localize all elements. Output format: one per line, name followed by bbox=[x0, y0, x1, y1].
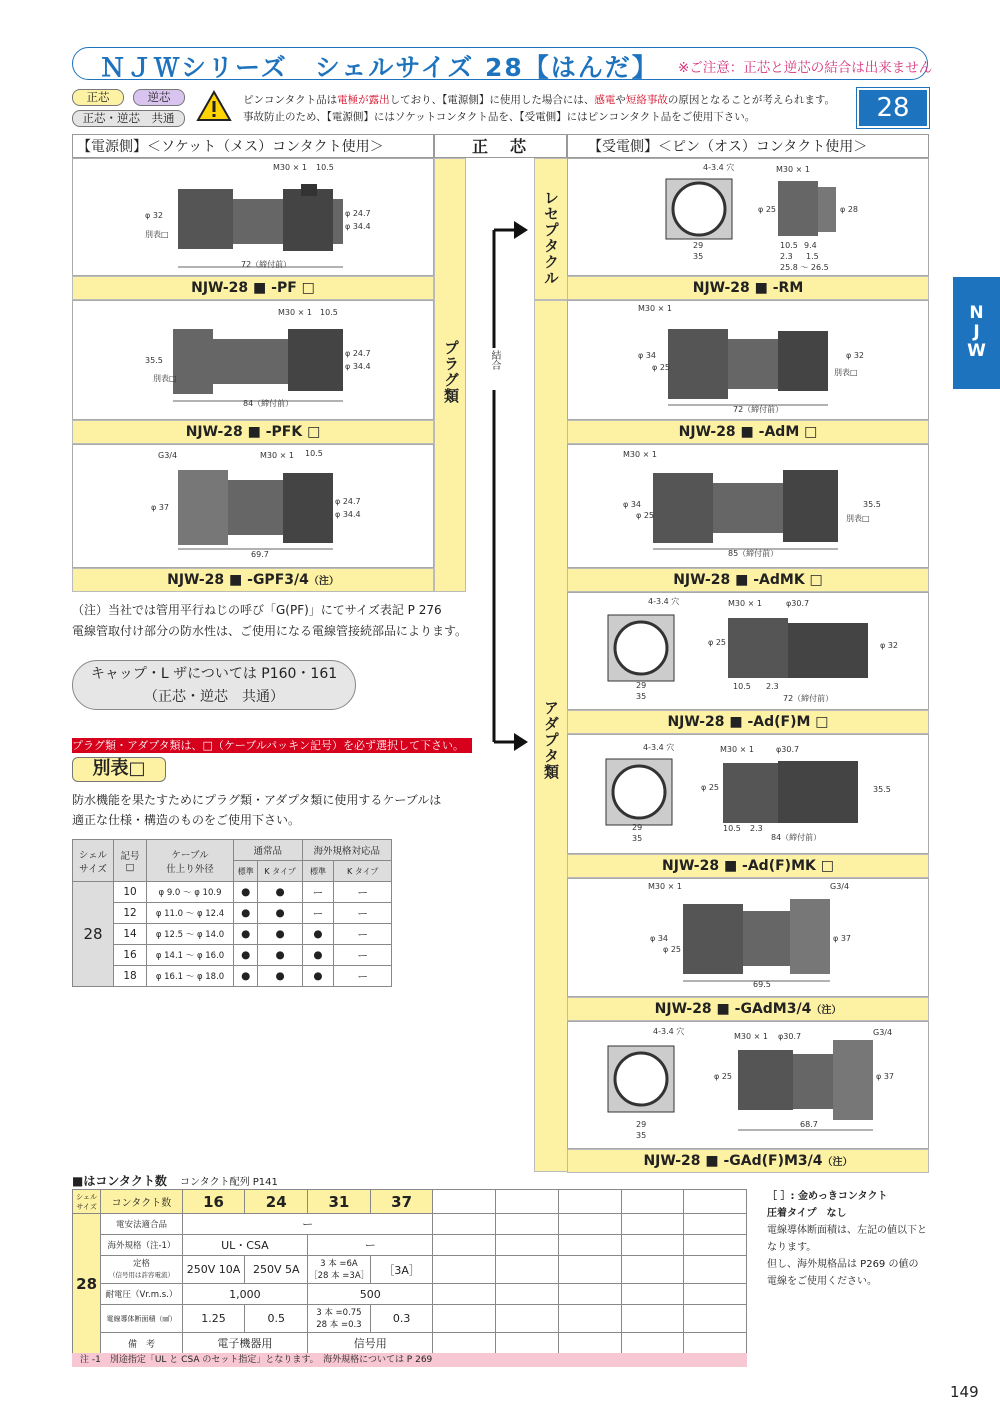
shell-size-badge: 28 bbox=[857, 88, 929, 128]
series-side-tab: N J W bbox=[953, 277, 1000, 389]
adfm-dim-25: φ 25 bbox=[708, 638, 726, 647]
contact-side-notes: ［ ］: 金めっきコンタクト 圧着タイプ なし 電線導体断面積は、左記の値以下と なります。 但し、海外規格品は P269 の値の 電線をご使用ください。 bbox=[767, 1191, 927, 1287]
adfmk-dim-10-5: 10.5 bbox=[723, 824, 741, 833]
warning-text: ピンコンタクト品は電極が露出しており、【電源側】に使用した場合には、感電や短絡事故の原因となることが考えられます。 事故防止のため、【電源側】にはソケットコンタクト品を、【受電側】にはピンコンタクト品をご使用下さい。 bbox=[243, 94, 836, 123]
rm-drawing bbox=[568, 159, 928, 275]
spec-remarks-signal: 信号用 bbox=[308, 1333, 433, 1354]
cable-mark: ● bbox=[258, 882, 302, 903]
adfm-dim-30-7: φ30.7 bbox=[786, 599, 810, 608]
product-drawing-admk bbox=[567, 444, 929, 568]
cable-hdr-overseas: 海外規格対応品 bbox=[302, 840, 391, 861]
product-drawing-gadfm bbox=[567, 1021, 929, 1149]
spec-rating-37: ［3A］ bbox=[370, 1256, 433, 1284]
rm-dim-35: 35 bbox=[693, 252, 704, 261]
admk-dim-thread: M30 × 1 bbox=[623, 450, 657, 459]
cable-mark: ● bbox=[258, 966, 302, 987]
gadfm-dim-30-7: φ30.7 bbox=[778, 1032, 802, 1041]
overseas-footnote: 注 -1 別途指定「UL と CSA のセット指定」となります。 海外規格については P 269 bbox=[72, 1353, 747, 1367]
adm-drawing bbox=[568, 301, 928, 419]
product-label-gadm: NJW-28 ■ -GAdM3/4（注） bbox=[567, 997, 929, 1021]
cable-hdr-code: 記号 □ bbox=[114, 840, 147, 882]
adapter-category-label: アダプタ類 bbox=[542, 700, 560, 780]
note-thread-size: （注）当社では管用平行ねじの呼び「G(PF)」にてサイズ表記 P 276 bbox=[72, 603, 442, 617]
spec-voltage-signal: 500 bbox=[308, 1284, 433, 1305]
pfk-dim-24-7: φ 24.7 bbox=[345, 349, 371, 358]
page-number: 149 bbox=[950, 1383, 979, 1401]
pfk-dim-betsuhyo: 別表□ bbox=[153, 374, 177, 383]
spec-wire-16: 1.25 bbox=[182, 1305, 245, 1333]
select-cable-packing-note: プラグ類・アダプタ類は、□（ケーブルパッキン記号）を必ず選択して下さい。 bbox=[72, 738, 472, 753]
adfm-dim-35: 35 bbox=[636, 692, 647, 701]
gadfm-dim-25: φ 25 bbox=[714, 1072, 732, 1081]
contact-spec-table bbox=[72, 1189, 747, 1354]
note-waterproof-conduit: 電線管取付け部分の防水性は、ご使用になる電線管接続部品によります。 bbox=[72, 624, 468, 638]
cable-mark: ● bbox=[302, 945, 334, 966]
product-drawing-gadm bbox=[567, 878, 929, 997]
cap-reference-box: キャップ・L ザについては P160・161 （正芯・逆芯 共通） bbox=[72, 660, 356, 710]
page-title: ＮＪＷシリーズ シェルサイズ 28【はんだ】 bbox=[100, 53, 659, 82]
spec-hdr-contacts: コンタクト数 bbox=[101, 1190, 183, 1214]
pf-dim-thread: M30 × 1 bbox=[273, 163, 307, 172]
left-column-header: 【電源側】＜ソケット（メス）コンタクト使用＞ bbox=[72, 134, 434, 158]
admk-dim-betsuhyo: 別表□ bbox=[846, 514, 870, 523]
cable-mark: ● bbox=[234, 903, 258, 924]
cable-mark: ー bbox=[334, 966, 392, 987]
product-label-pfk: NJW-28 ■ -PFK □ bbox=[72, 420, 434, 444]
cable-hdr-outer: ケーブル 仕上り外径 bbox=[147, 840, 234, 882]
cable-range: φ 14.1 ～ φ 16.0 bbox=[147, 945, 234, 966]
spec-remarks-power: 電子機器用 bbox=[182, 1333, 307, 1354]
cable-mark: ー bbox=[334, 945, 392, 966]
admk-dim-25: φ 25 bbox=[636, 511, 654, 520]
admk-dim-length: 85（締付前） bbox=[728, 549, 779, 558]
rm-dim-1-5: 1.5 bbox=[806, 252, 819, 261]
cable-mark: ● bbox=[234, 924, 258, 945]
spec-empty bbox=[684, 1190, 747, 1214]
pf-dim-24-7: φ 24.7 bbox=[345, 209, 371, 218]
spec-count-31: 31 bbox=[308, 1190, 371, 1214]
gadfm-dim-thread: M30 × 1 bbox=[734, 1032, 768, 1041]
rm-dim-28: φ 28 bbox=[840, 205, 858, 214]
gpf-dim-37: φ 37 bbox=[151, 503, 169, 512]
product-label-adfm: NJW-28 ■ -Ad(F)M □ bbox=[567, 710, 929, 734]
spec-voltage-power: 1,000 bbox=[182, 1284, 307, 1305]
tag-seishin: 正芯 bbox=[72, 89, 124, 106]
cable-hdr-shell: シェル サイズ bbox=[73, 840, 114, 882]
cable-code: 14 bbox=[114, 924, 147, 945]
cable-range: φ 16.1 ～ φ 18.0 bbox=[147, 966, 234, 987]
gpf-dim-24-7: φ 24.7 bbox=[335, 497, 361, 506]
spec-count-24: 24 bbox=[245, 1190, 308, 1214]
cable-mark: ● bbox=[302, 966, 334, 987]
pf-drawing bbox=[73, 159, 433, 275]
spec-overseas-none: ー bbox=[308, 1235, 433, 1256]
tag-common: 正芯・逆芯 共通 bbox=[72, 110, 185, 127]
product-label-gadfm: NJW-28 ■ -GAd(F)M3/4（注） bbox=[567, 1149, 929, 1173]
gadm-drawing bbox=[568, 879, 928, 996]
spec-size: 28 bbox=[73, 1214, 101, 1354]
cable-hdr-regular: 通常品 bbox=[234, 840, 303, 861]
waterproof-note-line2: 適正な仕様・構造のものをご使用下さい。 bbox=[72, 813, 301, 827]
rm-dim-holes: 4-3.4 穴 bbox=[703, 163, 735, 172]
product-drawing-gpf bbox=[72, 444, 434, 568]
adm-dim-25: φ 25 bbox=[652, 363, 670, 372]
spec-label-wire: 電線導体断面積（㎟） bbox=[101, 1305, 183, 1333]
spec-label-denan: 電安法適合品 bbox=[101, 1214, 183, 1235]
cable-range: φ 11.0 ～ φ 12.4 bbox=[147, 903, 234, 924]
cable-mark: ● bbox=[302, 924, 334, 945]
caution-note: ※ご注意：正芯と逆芯の結合は出来ません bbox=[678, 60, 933, 76]
spec-wire-37: 0.3 bbox=[370, 1305, 433, 1333]
gadfm-dim-29: 29 bbox=[636, 1120, 647, 1129]
spec-hdr-shell: シェル サイズ bbox=[73, 1190, 101, 1214]
pfk-dim-10-5: 10.5 bbox=[320, 308, 338, 317]
adfmk-dim-35-5: 35.5 bbox=[873, 785, 891, 794]
cable-mark: ● bbox=[234, 966, 258, 987]
product-drawing-rm bbox=[567, 158, 929, 276]
adfm-dim-2-3: 2.3 bbox=[766, 682, 779, 691]
gadfm-dim-g34: G3/4 bbox=[873, 1028, 893, 1037]
pfk-dim-35-5: 35.5 bbox=[145, 356, 163, 365]
right-column-header: 【受電側】＜ピン（オス）コンタクト使用＞ bbox=[567, 134, 929, 158]
cable-hdr-std2: 標準 bbox=[302, 861, 334, 882]
spec-denan-value: ー bbox=[182, 1214, 433, 1235]
cable-mark: ー bbox=[334, 903, 392, 924]
cable-mark: ● bbox=[234, 945, 258, 966]
cable-hdr-k2: K タイプ bbox=[334, 861, 392, 882]
adfm-drawing bbox=[568, 593, 928, 709]
product-label-admk: NJW-28 ■ -AdMK □ bbox=[567, 568, 929, 592]
spec-label-overseas: 海外規格（注-1） bbox=[101, 1235, 183, 1256]
spec-empty bbox=[496, 1190, 559, 1214]
cable-hdr-std1: 標準 bbox=[234, 861, 258, 882]
adfm-dim-thread: M30 × 1 bbox=[728, 599, 762, 608]
cable-mark: ー bbox=[302, 903, 334, 924]
spec-rating-24: 250V 5A bbox=[245, 1256, 308, 1284]
cable-mark: ー bbox=[302, 882, 334, 903]
spec-wire-31: 3 本 =0.75 28 本 =0.3 bbox=[308, 1305, 371, 1333]
gadm-dim-25: φ 25 bbox=[663, 945, 681, 954]
spec-count-16: 16 bbox=[182, 1190, 245, 1214]
product-label-pf: NJW-28 ■ -PF □ bbox=[72, 276, 434, 300]
spec-wire-24: 0.5 bbox=[245, 1305, 308, 1333]
gpf-dim-length: 69.7 bbox=[251, 550, 269, 559]
pf-dim-32: φ 32 bbox=[145, 211, 163, 220]
spec-label-remarks: 備 考 bbox=[101, 1333, 183, 1354]
adfmk-dim-2-3: 2.3 bbox=[750, 824, 763, 833]
rm-dim-25: φ 25 bbox=[758, 205, 776, 214]
product-label-gpf: NJW-28 ■ -GPF3/4（注） bbox=[72, 568, 434, 592]
product-label-rm: NJW-28 ■ -RM bbox=[567, 276, 929, 300]
adfm-dim-length: 72（締付前） bbox=[783, 694, 834, 703]
spec-empty bbox=[433, 1190, 496, 1214]
adfm-dim-29: 29 bbox=[636, 681, 647, 690]
gpf-drawing bbox=[73, 445, 433, 567]
adfmk-dim-25: φ 25 bbox=[701, 783, 719, 792]
cable-code: 18 bbox=[114, 966, 147, 987]
gadfm-dim-holes: 4-3.4 穴 bbox=[653, 1027, 685, 1036]
product-drawing-pfk bbox=[72, 300, 434, 420]
pf-dim-34-4: φ 34.4 bbox=[345, 222, 371, 231]
adm-dim-betsuhyo: 別表□ bbox=[834, 368, 858, 377]
contact-count-title: ■はコンタクト数 bbox=[72, 1174, 167, 1188]
adfmk-dim-30-7: φ30.7 bbox=[776, 745, 800, 754]
spec-label-rating: 定格 （信号用は許容電流） bbox=[101, 1256, 183, 1284]
spec-rating-31: 3 本 =6A ［28 本 =3A］ bbox=[308, 1256, 371, 1284]
rm-dim-9-4: 9.4 bbox=[804, 241, 817, 250]
plug-category-label: プラグ類 bbox=[442, 340, 460, 404]
receptacle-category-label: レセプタクル bbox=[542, 190, 560, 286]
gadm-dim-37: φ 37 bbox=[833, 934, 851, 943]
product-drawing-adfmk bbox=[567, 734, 929, 854]
spec-label-voltage: 耐電圧（Vr.m.s.） bbox=[101, 1284, 183, 1305]
rm-dim-thread: M30 × 1 bbox=[776, 165, 810, 174]
spec-rating-16: 250V 10A bbox=[182, 1256, 245, 1284]
spec-overseas-ul: UL・CSA bbox=[182, 1235, 307, 1256]
adm-dim-length: 72（締付前） bbox=[733, 405, 784, 414]
cable-range: φ 12.5 ～ φ 14.0 bbox=[147, 924, 234, 945]
cable-range: φ 9.0 ～ φ 10.9 bbox=[147, 882, 234, 903]
admk-dim-35-5: 35.5 bbox=[863, 500, 881, 509]
gadfm-dim-length: 68.7 bbox=[800, 1120, 818, 1129]
cable-mark: ● bbox=[258, 945, 302, 966]
cable-hdr-k1: K タイプ bbox=[258, 861, 302, 882]
rm-dim-29: 29 bbox=[693, 241, 704, 250]
pf-dim-length: 72（締付前） bbox=[241, 260, 292, 269]
product-drawing-adm bbox=[567, 300, 929, 420]
gpf-dim-34-4: φ 34.4 bbox=[335, 510, 361, 519]
adfm-dim-10-5: 10.5 bbox=[733, 682, 751, 691]
gadfm-dim-37: φ 37 bbox=[876, 1072, 894, 1081]
contact-layout-ref: コンタクト配列 P141 bbox=[180, 1177, 278, 1188]
gadm-dim-length: 69.5 bbox=[753, 980, 771, 989]
center-column-header: 正 芯 bbox=[434, 134, 567, 158]
joint-label: 結合 bbox=[489, 350, 500, 370]
cable-mark: ● bbox=[258, 903, 302, 924]
adfmk-dim-thread: M30 × 1 bbox=[720, 745, 754, 754]
adfmk-dim-holes: 4-3.4 穴 bbox=[643, 743, 675, 752]
cable-size-table bbox=[72, 839, 392, 987]
cable-code: 10 bbox=[114, 882, 147, 903]
gpf-dim-10-5: 10.5 bbox=[305, 449, 323, 458]
pfk-dim-thread: M30 × 1 bbox=[278, 308, 312, 317]
adfm-dim-holes: 4-3.4 穴 bbox=[648, 597, 680, 606]
pfk-dim-34-4: φ 34.4 bbox=[345, 362, 371, 371]
admk-dim-34: φ 34 bbox=[623, 500, 641, 509]
joint-arrows bbox=[466, 158, 534, 758]
spec-count-37: 37 bbox=[370, 1190, 433, 1214]
gpf-dim-g34: G3/4 bbox=[158, 451, 178, 460]
adfmk-dim-35: 35 bbox=[632, 834, 643, 843]
gadfm-dim-35: 35 bbox=[636, 1131, 647, 1140]
rm-dim-2-3: 2.3 bbox=[780, 252, 793, 261]
gadm-dim-g34: G3/4 bbox=[830, 882, 850, 891]
cable-shell-size: 28 bbox=[73, 882, 114, 987]
betsuhyo-heading: 別表□ bbox=[72, 757, 166, 782]
product-drawing-adfm bbox=[567, 592, 929, 710]
tag-gyakushin: 逆芯 bbox=[133, 89, 185, 106]
product-label-adfmk: NJW-28 ■ -Ad(F)MK □ bbox=[567, 854, 929, 878]
cable-mark: ー bbox=[334, 924, 392, 945]
adfm-dim-32: φ 32 bbox=[880, 641, 898, 650]
adfmk-dim-length: 84（締付前） bbox=[771, 833, 822, 842]
cable-mark: ● bbox=[258, 924, 302, 945]
gadm-dim-34: φ 34 bbox=[650, 934, 668, 943]
cable-code: 12 bbox=[114, 903, 147, 924]
product-label-adm: NJW-28 ■ -AdM □ bbox=[567, 420, 929, 444]
rm-dim-range: 25.8 ～ 26.5 bbox=[780, 263, 829, 272]
adfmk-dim-29: 29 bbox=[632, 823, 643, 832]
adm-dim-thread: M30 × 1 bbox=[638, 304, 672, 313]
cable-mark: ● bbox=[234, 882, 258, 903]
pf-dim-betsuhyo: 別表□ bbox=[145, 230, 169, 239]
spec-empty bbox=[558, 1190, 621, 1214]
gpf-dim-thread: M30 × 1 bbox=[260, 451, 294, 460]
spec-empty bbox=[621, 1190, 684, 1214]
gadm-dim-thread: M30 × 1 bbox=[648, 882, 682, 891]
adm-dim-32: φ 32 bbox=[846, 351, 864, 360]
adm-dim-34: φ 34 bbox=[638, 351, 656, 360]
cable-code: 16 bbox=[114, 945, 147, 966]
waterproof-note-line1: 防水機能を果たすためにプラグ類・アダプタ類に使用するケーブルは bbox=[72, 793, 442, 807]
rm-dim-10-5: 10.5 bbox=[780, 241, 798, 250]
cable-mark: ー bbox=[334, 882, 392, 903]
pf-dim-10-5: 10.5 bbox=[316, 163, 334, 172]
warning-icon bbox=[196, 90, 232, 122]
product-drawing-pf bbox=[72, 158, 434, 276]
pfk-dim-length: 84（締付前） bbox=[243, 399, 294, 408]
